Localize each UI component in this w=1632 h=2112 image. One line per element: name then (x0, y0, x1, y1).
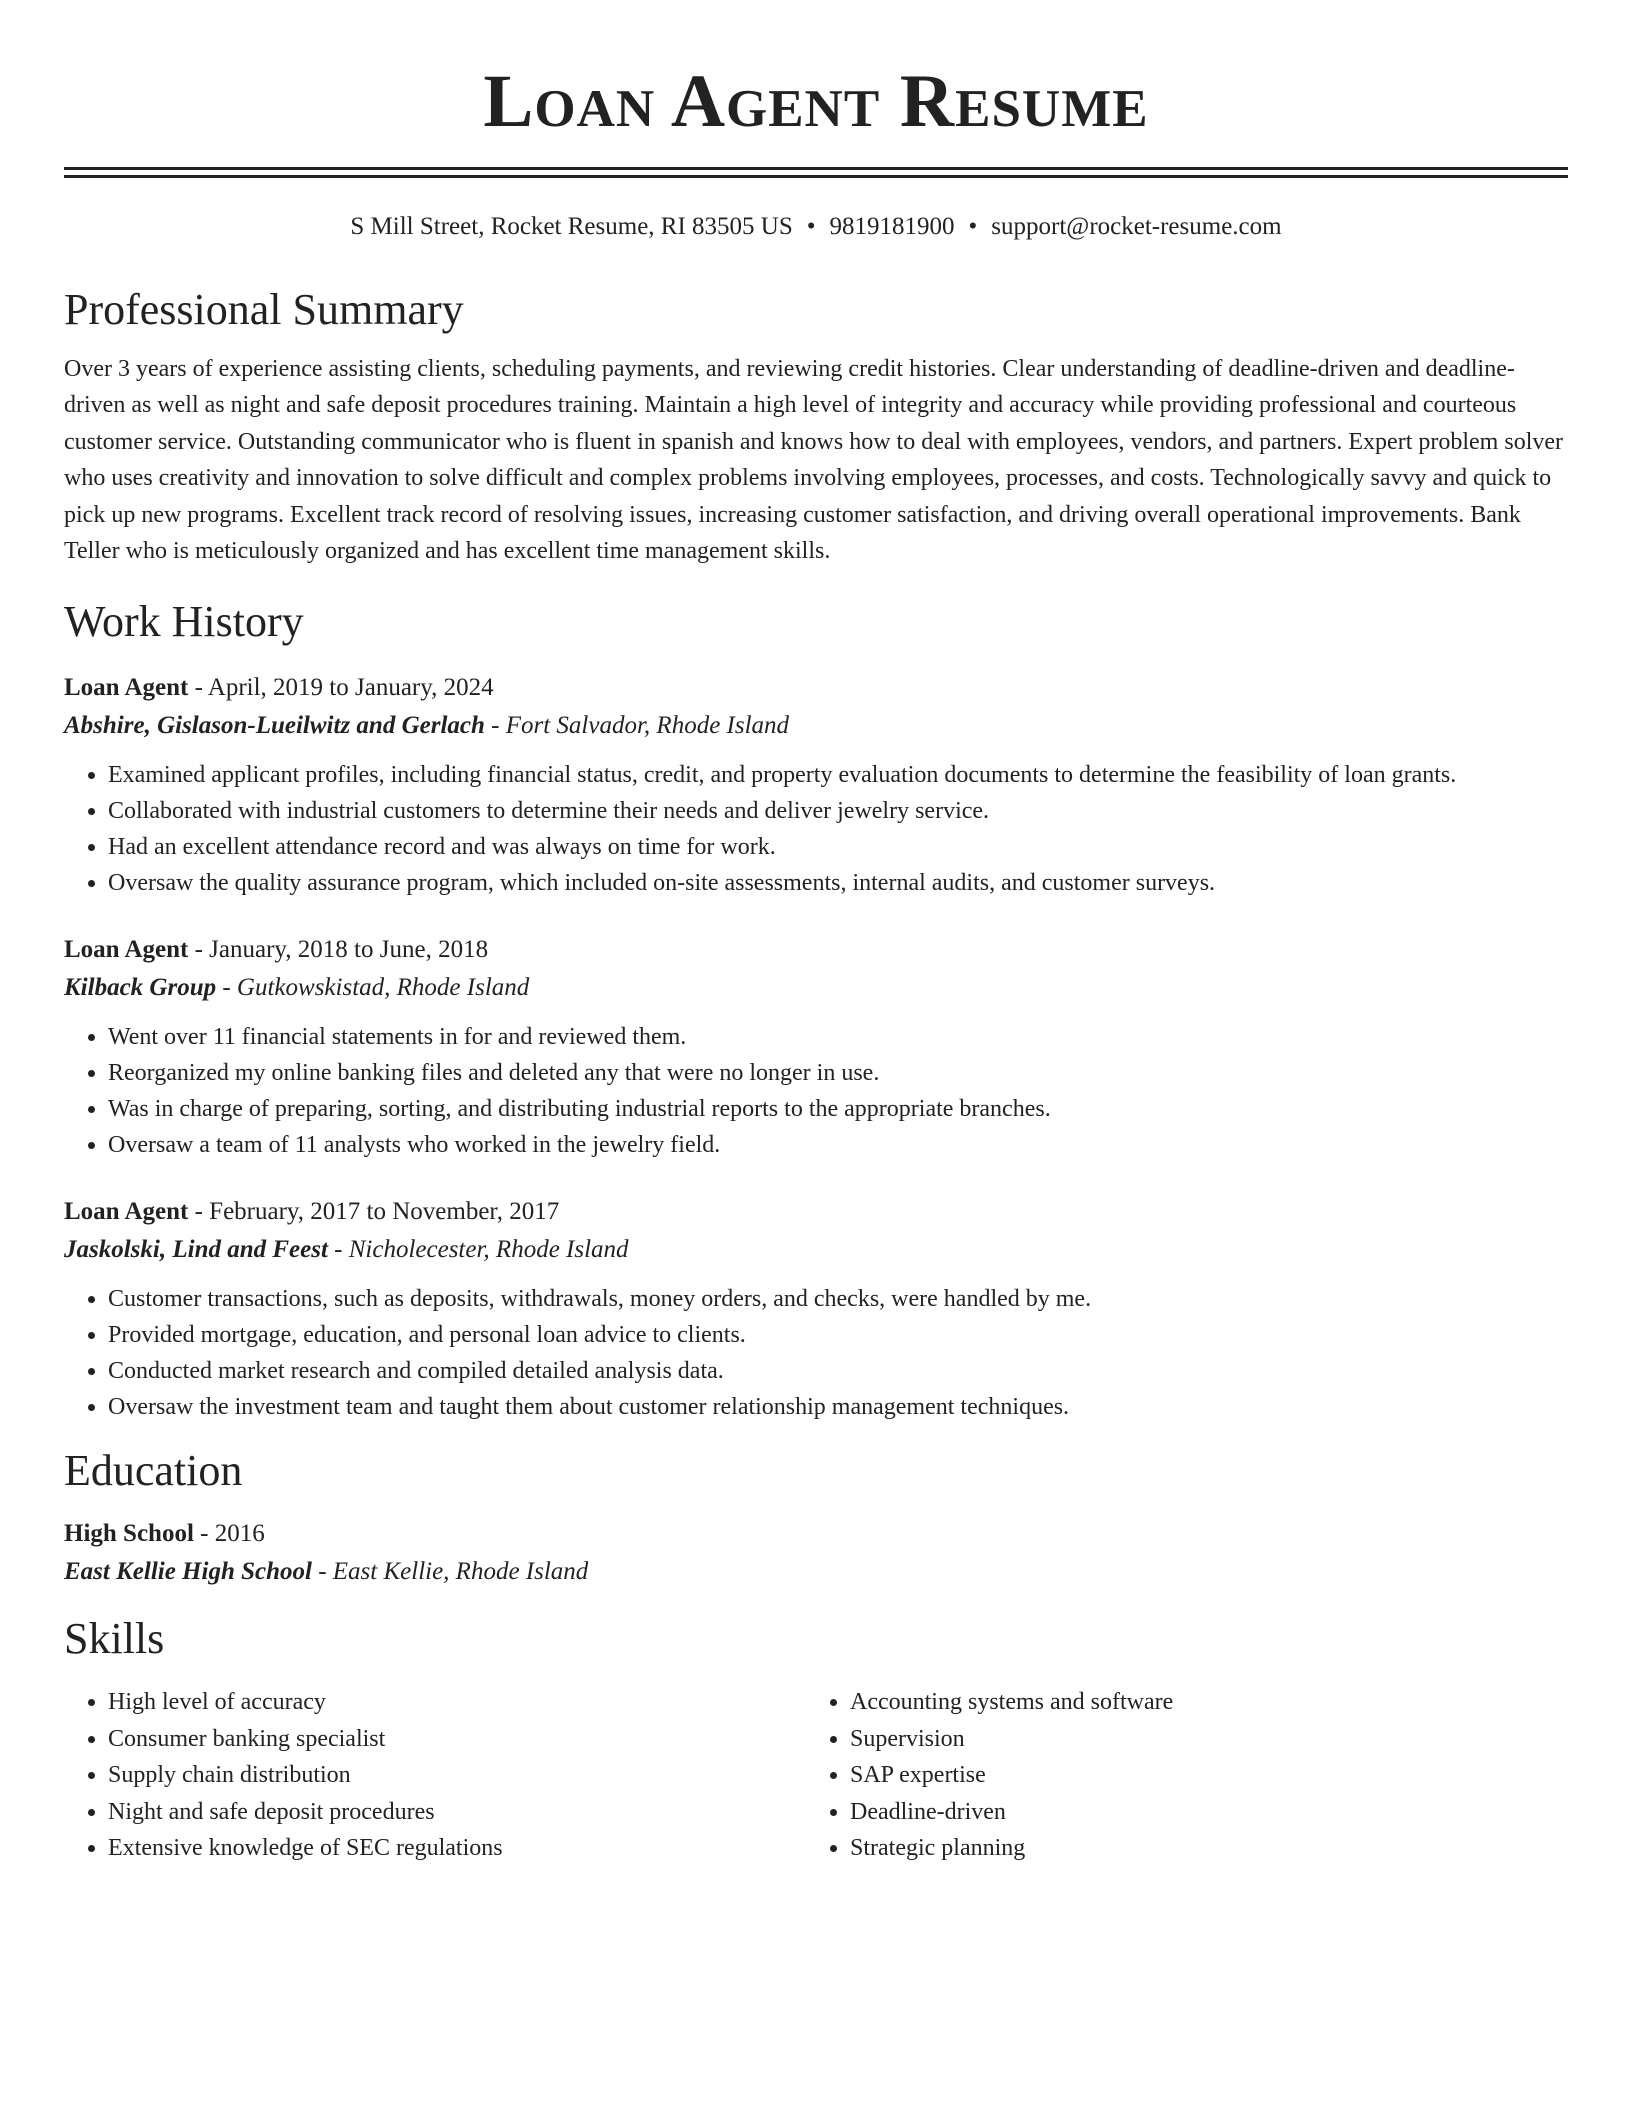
job-title: Loan Agent (64, 673, 189, 701)
job-entry (64, 1193, 1568, 1425)
job-bullets (64, 1281, 1568, 1425)
job-bullet: • Oversaw the investment team and taught them about customer relationship management techniques. (108, 1389, 1568, 1425)
skill-item: • Supply chain distribution (108, 1757, 806, 1794)
education-degree-line (64, 1515, 1568, 1553)
job-bullet: • Reorganized my online banking files and deleted any that were no longer in use. (108, 1055, 1568, 1091)
education-school-line (64, 1553, 1568, 1591)
job-bullet: • Collaborated with industrial customers to determine their needs and deliver jewelry service. (108, 793, 1568, 829)
job-location: - Gutkowskistad, Rhode Island (216, 973, 530, 1001)
skill-item: • Consumer banking specialist (108, 1721, 806, 1758)
job-title: Loan Agent (64, 1197, 189, 1225)
education-entry (64, 1515, 1568, 1591)
contact-address: S Mill Street, Rocket Resume, RI 83505 US (350, 213, 793, 240)
job-dates: - February, 2017 to November, 2017 (188, 1197, 560, 1225)
skills-column-left (64, 1684, 806, 1867)
page-title: Loan Agent Resume (483, 60, 1149, 143)
job-bullets (64, 757, 1568, 901)
skill-item: • Supervision (850, 1721, 1548, 1758)
job-company: Abshire, Gislason-Lueilwitz and Gerlach (64, 711, 485, 739)
job-bullets (64, 1019, 1568, 1163)
job-bullet: • Examined applicant profiles, including financial status, credit, and property evaluation documents to determine the feasibility of loan grants. (108, 757, 1568, 793)
job-title-line (64, 669, 1568, 707)
skill-item: • Strategic planning (850, 1830, 1548, 1867)
skills-bullets (806, 1684, 1548, 1867)
summary-text: Over 3 years of experience assisting clients, scheduling payments, and reviewing credit histories. Clear understanding of deadline-driven and deadline-driven as well as night and safe deposit procedures training. Maintain a high level of integrity and accuracy while providing professional and courteous customer service. Outstanding communicator who is fluent in spanish and knows how to deal with employees, vendors, and partners. Expert problem solver who uses creativity and innovation to solve difficult and complex problems involving employees, processes, and costs. Technologically savvy and quick to pick up new programs. Excellent track record of resolving issues, increasing customer satisfaction, and driving overall operational improvements. Bank Teller who is meticulously organized and has excellent time management skills. (64, 355, 1564, 565)
skill-item: • SAP expertise (850, 1757, 1548, 1794)
job-entry (64, 669, 1568, 901)
job-company: Jaskolski, Lind and Feest (64, 1235, 328, 1263)
job-bullet: • Oversaw the quality assurance program, which included on-site assessments, internal audits, and customer surveys. (108, 865, 1568, 901)
job-title-line (64, 1193, 1568, 1231)
job-company-line (64, 707, 1568, 745)
job-bullet: • Was in charge of preparing, sorting, and distributing industrial reports to the appropriate branches. (108, 1091, 1568, 1127)
education-location: - East Kellie, Rhode Island (311, 1558, 589, 1586)
education-school: East Kellie High School (64, 1558, 312, 1586)
job-dates: - January, 2018 to June, 2018 (188, 935, 489, 963)
job-bullet: • Conducted market research and compiled detailed analysis data. (108, 1353, 1568, 1389)
work-history-heading: Work History (64, 596, 304, 646)
job-location: - Fort Salvador, Rhode Island (484, 711, 790, 739)
job-dates: - April, 2019 to January, 2024 (188, 673, 494, 701)
job-title: Loan Agent (64, 935, 189, 963)
skills-list (64, 1684, 1568, 1867)
contact-line (64, 212, 1568, 242)
title-divider (64, 167, 1568, 178)
job-title-line (64, 931, 1568, 969)
education-degree: High School (64, 1520, 194, 1548)
job-company: Kilback Group (64, 973, 217, 1001)
summary-heading: Professional Summary (64, 285, 464, 334)
job-location: - Nicholecester, Rhode Island (327, 1235, 629, 1263)
contact-phone: 9819181900 (829, 213, 955, 240)
skills-heading: Skills (64, 1614, 165, 1664)
job-bullet: • Provided mortgage, education, and personal loan advice to clients. (108, 1317, 1568, 1353)
contact-email: support@rocket-resume.com (991, 213, 1282, 240)
education-heading: Education (64, 1445, 243, 1495)
skills-column-right (806, 1684, 1548, 1867)
job-bullet: • Customer transactions, such as deposits, withdrawals, money orders, and checks, were handled by me. (108, 1281, 1568, 1317)
skill-item: • Extensive knowledge of SEC regulations (108, 1830, 806, 1867)
job-bullet: • Oversaw a team of 11 analysts who worked in the jewelry field. (108, 1127, 1568, 1163)
skill-item: • Accounting systems and software (850, 1684, 1548, 1721)
skill-item: • High level of accuracy (108, 1684, 806, 1721)
job-entry (64, 931, 1568, 1163)
job-company-line (64, 1231, 1568, 1269)
skill-item: • Deadline-driven (850, 1794, 1548, 1831)
education-year: - 2016 (193, 1520, 265, 1548)
job-company-line (64, 969, 1568, 1007)
skills-bullets (64, 1684, 806, 1867)
skill-item: • Night and safe deposit procedures (108, 1794, 806, 1831)
contact-separator: • (806, 213, 816, 240)
contact-separator: • (968, 213, 978, 240)
job-bullet: • Had an excellent attendance record and was always on time for work. (108, 829, 1568, 865)
job-bullet: • Went over 11 financial statements in for and reviewed them. (108, 1019, 1568, 1055)
